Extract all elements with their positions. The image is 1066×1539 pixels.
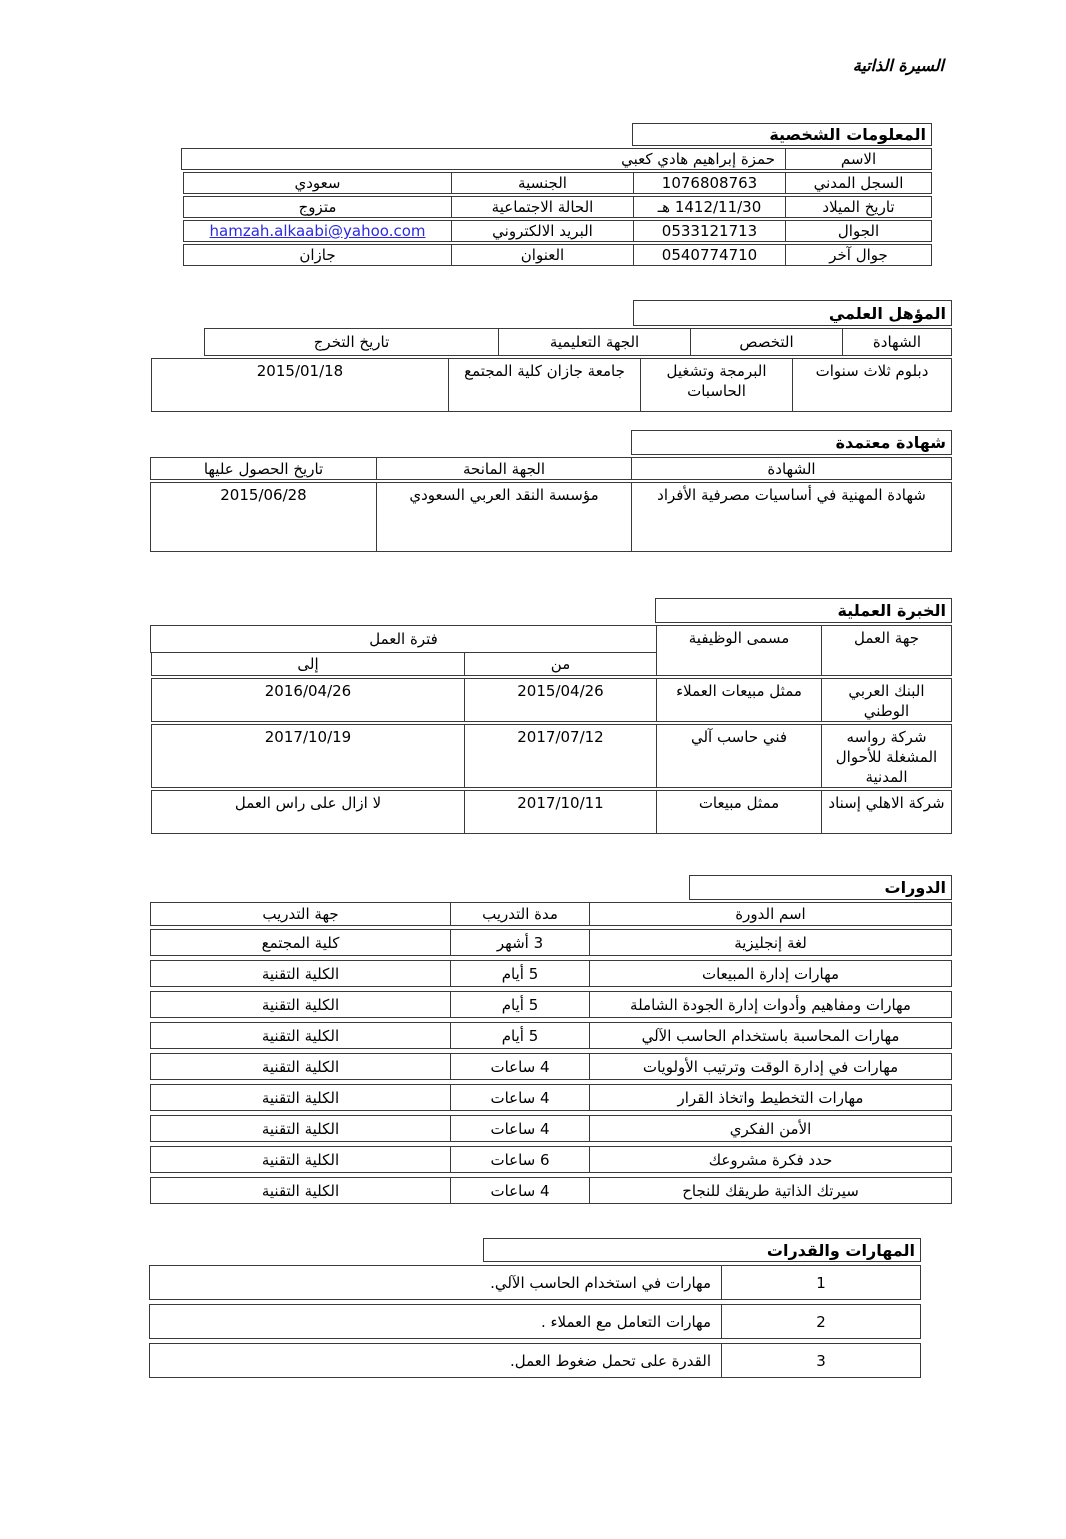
- course-duration-cell: 5 أيام: [450, 960, 590, 987]
- to-date-cell: 2016/04/26: [151, 678, 465, 722]
- course-duration-cell: 4 ساعات: [450, 1053, 590, 1080]
- employer-cell: شركة رواسه المشغلة للأحوال المدنية: [821, 724, 952, 788]
- courses-section-header: الدورات: [689, 875, 952, 900]
- to-header: إلى: [151, 652, 465, 676]
- other-mobile-label: جوال آخر: [785, 244, 932, 266]
- to-date-cell: لا ازال على راس العمل: [151, 790, 465, 834]
- course-provider-cell: الكلية التقنية: [150, 960, 451, 987]
- course-name-cell: الأمن الفكري: [589, 1115, 952, 1142]
- certificate-data-row: [150, 482, 952, 552]
- course-provider-header: جهة التدريب: [150, 902, 451, 926]
- experience-section: [150, 598, 952, 836]
- obtained-date-header: تاريخ الحصول عليها: [150, 457, 377, 480]
- employer-cell: شركة الاهلي إسناد: [821, 790, 952, 834]
- skill-text-cell: القدرة على تحمل ضغوط العمل.: [149, 1343, 722, 1378]
- course-row: [150, 1053, 952, 1080]
- course-row: [150, 1084, 952, 1111]
- address-value: جازان: [183, 244, 452, 266]
- personal-row-birthdate: [183, 196, 932, 218]
- document-title: السيرة الذاتية: [852, 56, 944, 75]
- course-row: [150, 1115, 952, 1142]
- course-provider-cell: الكلية التقنية: [150, 1115, 451, 1142]
- nationality-label: الجنسية: [451, 172, 634, 194]
- job-title-cell: فني حاسب آلي: [656, 724, 822, 788]
- course-row: [150, 960, 952, 987]
- skill-text-cell: مهارات التعامل مع العملاء .: [149, 1304, 722, 1339]
- course-duration-cell: 5 أيام: [450, 991, 590, 1018]
- institution-header: الجهة التعليمية: [498, 328, 691, 356]
- course-row: [150, 1022, 952, 1049]
- institution-cell: جامعة جازان كلية المجتمع: [448, 358, 641, 412]
- course-duration-cell: 6 ساعات: [450, 1146, 590, 1173]
- experience-row: [151, 678, 952, 722]
- course-name-cell: مهارات التخطيط واتخاذ القرار: [589, 1084, 952, 1111]
- certificate-header-row: [150, 457, 952, 480]
- course-name-header: اسم الدورة: [589, 902, 952, 926]
- skill-number-cell: 1: [721, 1265, 921, 1300]
- address-label: العنوان: [451, 244, 634, 266]
- course-provider-cell: الكلية التقنية: [150, 1084, 451, 1111]
- course-duration-cell: 5 أيام: [450, 1022, 590, 1049]
- major-cell: البرمجة وتشغيل الحاسبات: [640, 358, 793, 412]
- course-duration-cell: 4 ساعات: [450, 1177, 590, 1204]
- from-date-cell: 2017/07/12: [464, 724, 657, 788]
- course-row: [150, 1146, 952, 1173]
- from-date-cell: 2017/10/11: [464, 790, 657, 834]
- job-title-cell: ممثل مبيعات العملاء: [656, 678, 822, 722]
- experience-row: [151, 790, 952, 834]
- course-provider-cell: الكلية التقنية: [150, 1177, 451, 1204]
- course-name-cell: لغة إنجليزية: [589, 929, 952, 956]
- course-provider-cell: الكلية التقنية: [150, 1022, 451, 1049]
- courses-section: [150, 875, 952, 1208]
- personal-section-header: المعلومات الشخصية: [632, 123, 932, 146]
- degree-cell: دبلوم ثلاث سنوات: [792, 358, 952, 412]
- course-name-cell: حدد فكرة مشروعك: [589, 1146, 952, 1173]
- job-title-header: مسمى الوظيفية: [656, 625, 822, 676]
- education-header-row: [204, 328, 952, 356]
- certificate-section-header: شهادة معتمدة: [631, 430, 952, 455]
- course-duration-cell: 3 أشهر: [450, 929, 590, 956]
- email-label: البريد الالكتروني: [451, 220, 634, 242]
- job-title-cell: ممثل مبيعات: [656, 790, 822, 834]
- granting-body-cell: مؤسسة النقد العربي السعودي: [376, 482, 632, 552]
- nationality-value: سعودي: [183, 172, 452, 194]
- employer-cell: البنك العربي الوطني: [821, 678, 952, 722]
- course-provider-cell: الكلية التقنية: [150, 1146, 451, 1173]
- course-row: [150, 929, 952, 956]
- skills-section-header: المهارات والقدرات: [483, 1238, 921, 1262]
- skill-row: [149, 1304, 921, 1339]
- course-name-cell: مهارات إدارة المبيعات: [589, 960, 952, 987]
- course-name-cell: سيرتك الذاتية طريقك للنجاح: [589, 1177, 952, 1204]
- course-provider-cell: الكلية التقنية: [150, 1053, 451, 1080]
- birthdate-label: تاريخ الميلاد: [785, 196, 932, 218]
- course-duration-cell: 4 ساعات: [450, 1084, 590, 1111]
- from-header: من: [464, 652, 657, 676]
- education-section: [151, 300, 952, 414]
- course-provider-cell: كلية المجتمع: [150, 929, 451, 956]
- from-date-cell: 2015/04/26: [464, 678, 657, 722]
- personal-row-mobile: [183, 220, 932, 242]
- personal-section: [181, 123, 932, 268]
- certificate-name-cell: شهادة المهنية في أساسيات مصرفية الأفراد: [631, 482, 952, 552]
- personal-row-civil-id: [183, 172, 932, 194]
- obtained-date-cell: 2015/06/28: [150, 482, 377, 552]
- certificate-name-header: الشهادة: [631, 457, 952, 480]
- birthdate-value: 1412/11/30 هـ: [633, 196, 786, 218]
- graduation-date-cell: 2015/01/18: [151, 358, 449, 412]
- course-name-cell: مهارات المحاسبة باستخدام الحاسب الآلي: [589, 1022, 952, 1049]
- email-link[interactable]: hamzah.alkaabi@yahoo.com: [209, 222, 426, 240]
- course-name-cell: مهارات في إدارة الوقت وترتيب الأولويات: [589, 1053, 952, 1080]
- skill-text-cell: مهارات في استخدام الحاسب الآلي.: [149, 1265, 722, 1300]
- work-period-header-group: [150, 625, 657, 676]
- skill-row: [149, 1343, 921, 1378]
- skill-number-cell: 3: [721, 1343, 921, 1378]
- personal-name-row: [181, 148, 932, 170]
- mobile-value: 0533121713: [633, 220, 786, 242]
- to-date-cell: 2017/10/19: [151, 724, 465, 788]
- employer-header: جهة العمل: [821, 625, 952, 676]
- skill-row: [149, 1265, 921, 1300]
- course-duration-cell: 4 ساعات: [450, 1115, 590, 1142]
- work-period-subheader-row: [150, 652, 657, 676]
- course-name-cell: مهارات ومفاهيم وأدوات إدارة الجودة الشاملة: [589, 991, 952, 1018]
- work-period-header: فترة العمل: [150, 625, 657, 653]
- name-value-cell: حمزة إبراهيم هادي كعبي: [181, 148, 786, 170]
- civil-id-label: السجل المدني: [785, 172, 932, 194]
- education-data-row: [151, 358, 952, 412]
- course-row: [150, 991, 952, 1018]
- course-row: [150, 1177, 952, 1204]
- email-cell: [183, 220, 452, 242]
- marital-status-label: الحالة الاجتماعية: [451, 196, 634, 218]
- degree-header: الشهادة: [842, 328, 952, 356]
- experience-header-row: [150, 625, 952, 676]
- certificate-section: [150, 430, 952, 554]
- graduation-date-header: تاريخ التخرج: [204, 328, 499, 356]
- major-header: التخصص: [690, 328, 843, 356]
- mobile-label: الجوال: [785, 220, 932, 242]
- civil-id-value: 1076808763: [633, 172, 786, 194]
- course-duration-header: مدة التدريب: [450, 902, 590, 926]
- experience-row: [151, 724, 952, 788]
- experience-section-header: الخبرة العملية: [655, 598, 952, 623]
- skills-section: [149, 1238, 921, 1382]
- courses-header-row: [150, 902, 952, 926]
- name-label-cell: الاسم: [785, 148, 932, 170]
- granting-body-header: الجهة المانحة: [376, 457, 632, 480]
- education-section-header: المؤهل العلمي: [633, 300, 952, 326]
- course-provider-cell: الكلية التقنية: [150, 991, 451, 1018]
- marital-status-value: متزوج: [183, 196, 452, 218]
- other-mobile-value: 0540774710: [633, 244, 786, 266]
- personal-row-other-mobile: [183, 244, 932, 266]
- skill-number-cell: 2: [721, 1304, 921, 1339]
